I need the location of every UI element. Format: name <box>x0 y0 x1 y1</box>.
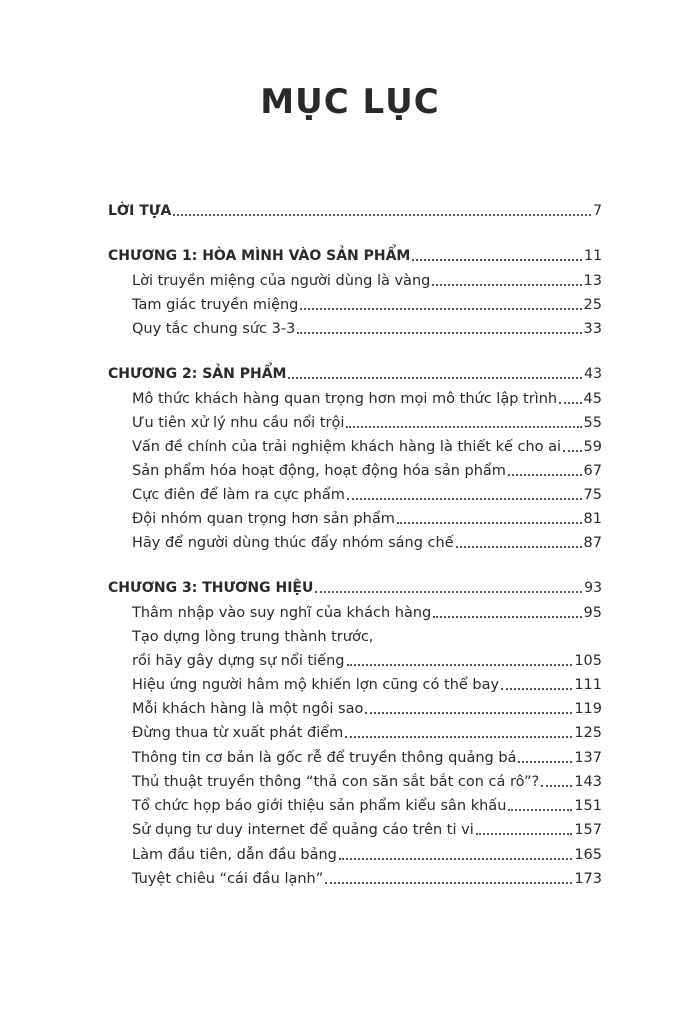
toc-page-number: 93 <box>584 580 602 596</box>
dot-leader <box>365 712 572 714</box>
toc-page-number: 43 <box>584 366 602 382</box>
dot-leader <box>347 498 582 500</box>
dot-leader <box>563 450 581 452</box>
dot-leader <box>541 785 572 787</box>
toc-page-number: 55 <box>583 415 602 431</box>
toc-entry <box>0 743 700 767</box>
dot-leader <box>288 377 582 379</box>
toc-entry-label: Hãy để người dùng thúc đẩy nhóm sáng chế <box>132 535 454 551</box>
toc-page-number: 151 <box>574 798 602 814</box>
toc-page-number: 119 <box>574 701 602 717</box>
dot-leader <box>476 833 573 835</box>
toc-page-number: 95 <box>583 605 602 621</box>
dot-leader <box>345 736 572 738</box>
dot-leader <box>297 332 581 334</box>
toc-entry-label: Tuyệt chiêu “cái đầu lạnh” <box>132 871 324 887</box>
toc-page-number: 33 <box>583 321 602 337</box>
toc-page-number: 105 <box>574 653 602 669</box>
toc-entry-label: Đừng thua từ xuất phát điểm <box>132 725 344 741</box>
toc-entry <box>0 622 700 646</box>
dot-leader <box>339 858 572 860</box>
toc-entry-label: Làm đầu tiên, dẫn đầu bảng <box>132 847 337 863</box>
toc-page-number: 165 <box>574 847 602 863</box>
toc-entry-label: Thủ thuật truyền thông “thả con săn sắt bắt con cá rô”? <box>132 774 540 790</box>
dot-leader <box>315 591 582 593</box>
toc-chapter-entry <box>0 573 700 597</box>
toc-entry <box>0 528 700 552</box>
dot-leader <box>508 474 582 476</box>
toc-page-number: 111 <box>574 677 602 693</box>
toc-entry-label: Vấn đề chính của trải nghiệm khách hàng là thiết kế cho ai <box>132 439 562 455</box>
toc-entry-label: Sản phẩm hóa hoạt động, hoạt động hóa sản phẩm <box>132 463 506 479</box>
toc-entry <box>0 290 700 314</box>
dot-leader <box>501 688 572 690</box>
dot-leader <box>456 546 582 548</box>
page-title: MỤC LỤC <box>260 82 440 122</box>
dot-leader <box>347 664 573 666</box>
toc-page-number: 13 <box>583 273 602 289</box>
toc-page-number: 125 <box>574 725 602 741</box>
toc-entry <box>0 767 700 791</box>
toc-entry-label: rồi hãy gây dựng sự nổi tiếng <box>132 653 345 669</box>
toc-entry-label: CHƯƠNG 3: THƯƠNG HIỆU <box>108 580 314 596</box>
toc-entry-label: Tổ chức họp báo giới thiệu sản phẩm kiểu sân khấu <box>132 798 507 814</box>
toc-entry-label: Sử dụng tư duy internet để quảng cáo trên ti vi <box>132 822 474 838</box>
dot-leader <box>508 809 572 811</box>
toc-entry <box>0 646 700 670</box>
toc-entry-label: Tam giác truyền miệng <box>132 297 299 313</box>
toc-chapter-entry <box>0 196 700 220</box>
toc-entry-label: Lời truyền miệng của người dùng là vàng <box>132 273 431 289</box>
dot-leader <box>325 882 572 884</box>
toc-entry <box>0 670 700 694</box>
toc-entry-label: CHƯƠNG 2: SẢN PHẨM <box>108 366 287 382</box>
toc-page-number: 173 <box>574 871 602 887</box>
toc-entry <box>0 864 700 888</box>
toc-page-number: 75 <box>583 487 602 503</box>
toc-entry <box>0 791 700 815</box>
toc-page-number: 7 <box>593 203 602 219</box>
toc-entry-label: LỜI TỰA <box>108 203 172 219</box>
toc-entry-label: Thông tin cơ bản là gốc rễ để truyền thông quảng bá <box>132 750 517 766</box>
dot-leader <box>346 426 581 428</box>
toc-entry <box>0 840 700 864</box>
toc-page-number: 25 <box>583 297 602 313</box>
toc-entry-label: Mô thức khách hàng quan trọng hơn mọi mô thức lập trình <box>132 391 558 407</box>
dot-leader <box>397 522 582 524</box>
toc-entry <box>0 432 700 456</box>
toc-entry <box>0 504 700 528</box>
toc-entry <box>0 384 700 408</box>
toc-entry <box>0 408 700 432</box>
toc-entry <box>0 598 700 622</box>
toc-entry-label: Hiệu ứng người hâm mộ khiến lợn cũng có thể bay <box>132 677 500 693</box>
toc-entry-label: Ưu tiên xử lý nhu cầu nổi trội <box>132 415 345 431</box>
toc-page-number: 59 <box>583 439 602 455</box>
toc-entry <box>0 314 700 338</box>
toc-entry-label: CHƯƠNG 1: HÒA MÌNH VÀO SẢN PHẨM <box>108 248 411 264</box>
dot-leader <box>300 308 581 310</box>
toc-entry-label: Tạo dựng lòng trung thành trước, <box>132 629 374 645</box>
toc-page-number: 81 <box>583 511 602 527</box>
toc-page-number: 143 <box>574 774 602 790</box>
toc-entry-label: Cực điên để làm ra cực phẩm <box>132 487 345 503</box>
toc-page-number: 157 <box>574 822 602 838</box>
toc-page-number: 67 <box>583 463 602 479</box>
toc-chapter-entry <box>0 359 700 383</box>
toc-page-number: 137 <box>574 750 602 766</box>
toc-entry-label: Mỗi khách hàng là một ngôi sao <box>132 701 364 717</box>
toc-page-number: 87 <box>583 535 602 551</box>
toc-entry <box>0 815 700 839</box>
dot-leader <box>433 616 581 618</box>
toc-entry <box>0 266 700 290</box>
dot-leader <box>173 214 591 216</box>
toc-chapter-entry <box>0 241 700 265</box>
dot-leader <box>559 402 581 404</box>
toc-entry-label: Quy tắc chung sức 3-3 <box>132 321 296 337</box>
dot-leader <box>412 259 582 261</box>
toc-entry-label: Thâm nhập vào suy nghĩ của khách hàng <box>132 605 432 621</box>
toc-entry <box>0 456 700 480</box>
toc-page-number: 45 <box>583 391 602 407</box>
toc-page-number: 11 <box>584 248 602 264</box>
dot-leader <box>518 761 572 763</box>
toc-entry <box>0 718 700 742</box>
toc-entry-label: Đội nhóm quan trọng hơn sản phẩm <box>132 511 395 527</box>
dot-leader <box>432 284 581 286</box>
toc-entry <box>0 694 700 718</box>
toc-entry <box>0 480 700 504</box>
